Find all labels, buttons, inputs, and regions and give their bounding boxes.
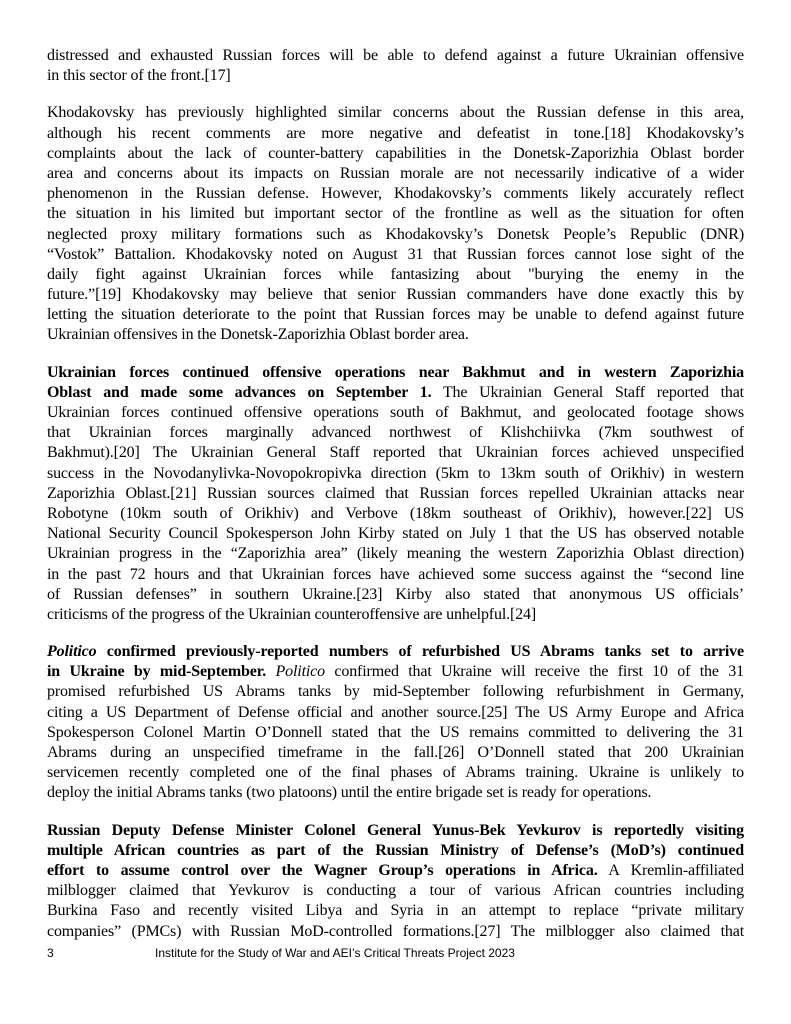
- text-line: [47, 305, 744, 325]
- body-text: complaints about the lack of counter-battery capabilities in the Donetsk-Zaporizhia Oblast border: [47, 144, 744, 162]
- text-line: [47, 285, 744, 305]
- body-text: neglected proxy military formations such as Khodakovsky’s Donetsk People’s Republic (DNR): [47, 225, 744, 243]
- paragraph: [47, 103, 744, 345]
- text-line: [47, 383, 744, 403]
- text-line: [47, 841, 744, 861]
- text-line: [47, 124, 744, 144]
- text-line: [47, 66, 744, 86]
- body-text: milblogger claimed that Yevkurov is conducting a tour of various African countries including: [47, 882, 744, 900]
- body-text: confirmed that Ukraine will receive the first 10 of the 31: [324, 663, 744, 681]
- text-line: [47, 544, 744, 564]
- body-text: phenomenon in the Russian defense. However, Khodakovsky’s comments likely accurately reflect: [47, 185, 744, 203]
- bold-lead-text: in Ukraine by mid-September.: [47, 663, 267, 681]
- text-line: [47, 524, 744, 544]
- body-text: servicemen recently completed one of the final phases of Abrams training. Ukraine is unlikely to: [47, 764, 744, 782]
- bold-lead-text: Russian Deputy Defense Minister Colonel General Yunus-Bek Yevkurov is reportedly visiting: [47, 821, 744, 839]
- body-text: Robotyne (10km south of Orikhiv) and Verbove (18km southeast of Orikhiv), however.[22] US: [47, 504, 744, 522]
- body-text: success in the Novodanylivka-Novopokropivka direction (5km to 13km south of Orikhiv) in western: [47, 464, 744, 482]
- text-line: [47, 723, 744, 743]
- body-text: Ukrainian offensives in the Donetsk-Zaporizhia Oblast border area.: [47, 326, 469, 344]
- page-footer: [47, 946, 744, 960]
- paragraph: [47, 363, 744, 625]
- text-line: [47, 504, 744, 524]
- text-line: [47, 901, 744, 921]
- page-number: 3: [47, 946, 54, 960]
- text-line: [47, 443, 744, 463]
- body-text: National Security Council Spokesperson John Kirby stated on July 1 that the US has observed notable: [47, 525, 744, 543]
- text-line: [47, 184, 744, 204]
- text-line: [47, 464, 744, 484]
- body-text: A Kremlin-affiliated: [597, 861, 744, 879]
- footer-organization: Institute for the Study of War and AEI’s Critical Threats Project 2023: [155, 946, 515, 960]
- body-text: letting the situation deteriorate to the point that Russian forces may be unable to defend against future: [47, 306, 744, 324]
- bold-lead-text: confirmed previously-reported numbers of refurbished US Abrams tanks set to arrive: [96, 643, 744, 661]
- body-text: Ukrainian progress in the “Zaporizhia area” (likely meaning the western Zaporizhia Oblast direction): [47, 545, 744, 563]
- text-line: [47, 103, 744, 123]
- body-text: the situation in his limited but important sector of the frontline as well as the situation for often: [47, 205, 744, 223]
- text-line: [47, 225, 744, 245]
- body-text: although his recent comments are more negative and defeatist in tone.[18] Khodakovsky’s: [47, 124, 744, 142]
- body-text: daily fight against Ukrainian forces while fantasizing about "burying the enemy in the: [47, 265, 744, 283]
- body-text: Spokesperson Colonel Martin O’Donnell stated that the US remains committed to delivering the 31: [47, 723, 744, 741]
- body-text: companies” (PMCs) with Russian MoD-controlled formations.[27] The milblogger also claimed that: [47, 922, 744, 940]
- text-line: [47, 325, 744, 345]
- body-text: Abrams during an unspecified timeframe in the fall.[26] O’Donnell stated that 200 Ukrainian: [47, 744, 744, 761]
- bold-lead-text: multiple African countries as part of the Russian Ministry of Defense’s (MoD’s) continued: [47, 841, 744, 859]
- body-text: criticisms of the progress of the Ukrainian counteroffensive are unhelpful.[24]: [47, 605, 537, 623]
- bold-lead-text: Oblast and made some advances on September 1.: [47, 383, 432, 401]
- bold-lead-text: Ukrainian forces continued offensive operations near Bakhmut and in western Zaporizhia: [47, 363, 744, 381]
- text-line: [47, 763, 744, 783]
- paragraph: [47, 642, 744, 804]
- text-line: [47, 585, 744, 605]
- bold-lead-text: Politico: [47, 643, 97, 661]
- body-text: citing a US Department of Defense official and another source.[25] The US Army Europe and Africa: [47, 703, 744, 721]
- text-line: [47, 861, 744, 881]
- body-text: Ukrainian forces continued offensive operations south of Bakhmut, and geolocated footage shows: [47, 404, 744, 421]
- body-text: Burkina Faso and recently visited Libya and Syria in an attempt to replace “private military: [47, 902, 744, 920]
- bold-lead-text: effort to assume control over the Wagner Group’s operations in Africa.: [47, 861, 598, 879]
- body-text: Zaporizhia Oblast.[21] Russian sources claimed that Russian forces repelled Ukrainian attacks near: [47, 484, 744, 502]
- text-line: [47, 743, 744, 763]
- text-line: [47, 565, 744, 585]
- italic-text: Politico: [275, 663, 325, 681]
- body-text: future.”[19] Khodakovsky may believe that senior Russian commanders have done exactly this by: [47, 286, 744, 304]
- text-line: [47, 662, 744, 682]
- body-text: promised refurbished US Abrams tanks by mid-September following refurbishment in Germany,: [47, 683, 744, 701]
- body-text: in the past 72 hours and that Ukrainian forces have achieved some success against the “second line: [47, 565, 744, 583]
- paragraph: [47, 46, 744, 86]
- body-text: Khodakovsky has previously highlighted similar concerns about the Russian defense in this area,: [47, 104, 744, 122]
- text-line: [47, 605, 744, 625]
- text-line: [47, 642, 744, 662]
- body-text: that Ukrainian forces marginally advanced northwest of Klishchiivka (7km southwest of: [47, 424, 744, 442]
- text-line: [47, 144, 744, 164]
- text-line: [47, 204, 744, 224]
- text-line: [47, 363, 744, 383]
- body-text: “Vostok” Battalion. Khodakovsky noted on August 31 that Russian forces cannot lose sight of the: [47, 245, 744, 263]
- body-text: of Russian defenses” in southern Ukraine.[23] Kirby also stated that anonymous US officials’: [47, 585, 744, 603]
- text-line: [47, 46, 744, 66]
- body-text: distressed and exhausted Russian forces will be able to defend against a future Ukrainian offensive: [47, 47, 744, 64]
- text-line: [47, 484, 744, 504]
- text-line: [47, 783, 744, 803]
- body-text: deploy the initial Abrams tanks (two platoons) until the entire brigade set is ready for operations.: [47, 784, 652, 802]
- body-text: area and concerns about its impacts on Russian morale are not necessarily indicative of a wider: [47, 164, 744, 182]
- text-line: [47, 164, 744, 184]
- text-line: [47, 682, 744, 702]
- text-line: [47, 265, 744, 285]
- text-line: [47, 403, 744, 423]
- text-line: [47, 423, 744, 443]
- paragraph: [47, 821, 744, 942]
- text-line: [47, 881, 744, 901]
- body-text: Bakhmut).[20] The Ukrainian General Staff reported that Ukrainian forces achieved unspecified: [47, 444, 744, 462]
- text-line: [47, 703, 744, 723]
- body-text: The Ukrainian General Staff reported that: [431, 383, 744, 401]
- text-line: [47, 922, 744, 942]
- text-line: [47, 821, 744, 841]
- body-text: [266, 663, 275, 680]
- body-text: in this sector of the front.[17]: [47, 67, 231, 85]
- document-body: [47, 46, 744, 942]
- text-line: [47, 245, 744, 265]
